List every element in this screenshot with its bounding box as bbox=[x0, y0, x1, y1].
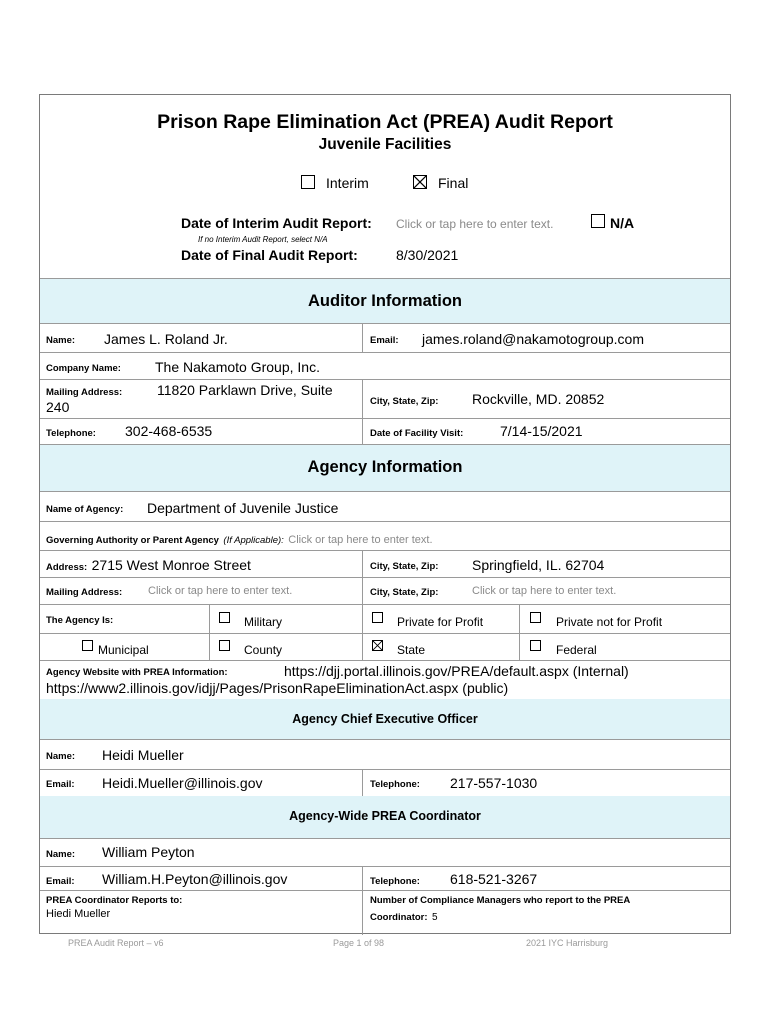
na-label: N/A bbox=[610, 215, 635, 231]
interim-label: Interim bbox=[326, 175, 369, 191]
private-for-profit-label: Private for Profit bbox=[397, 615, 484, 629]
auditor-telephone-label: Telephone: bbox=[46, 428, 96, 439]
coordinator-email[interactable]: William.H.Peyton@illinois.gov bbox=[102, 871, 288, 887]
coordinator-telephone-label: Telephone: bbox=[370, 876, 420, 887]
auditor-mailing-label: Mailing Address: bbox=[46, 387, 123, 398]
ceo-name[interactable]: Heidi Mueller bbox=[102, 747, 184, 763]
auditor-telephone[interactable]: 302-468-6535 bbox=[125, 423, 213, 439]
state-label: State bbox=[397, 643, 426, 657]
auditor-city-label: City, State, Zip: bbox=[370, 396, 439, 407]
footer-right: 2021 IYC Harrisburg bbox=[526, 938, 609, 948]
ceo-telephone[interactable]: 217-557-1030 bbox=[450, 775, 538, 791]
agency-name[interactable]: Department of Juvenile Justice bbox=[147, 500, 339, 516]
final-label: Final bbox=[438, 175, 469, 191]
municipal-label: Municipal bbox=[98, 643, 149, 657]
state-checkbox[interactable] bbox=[372, 640, 383, 651]
compliance-managers-label-cont: Coordinator: bbox=[370, 912, 428, 923]
ceo-email-label: Email: bbox=[46, 779, 75, 790]
coordinator-name-label: Name: bbox=[46, 849, 76, 860]
reports-to-label: PREA Coordinator Reports to: bbox=[46, 895, 183, 906]
checkmark-x-icon bbox=[414, 176, 426, 188]
agency-website-public[interactable]: https://www2.illinois.gov/idjj/Pages/PrisonRapeEliminationAct.aspx (public) bbox=[46, 680, 509, 696]
coordinator-email-label: Email: bbox=[46, 876, 75, 887]
coordinator-name[interactable]: William Peyton bbox=[102, 844, 195, 860]
auditor-name-label: Name: bbox=[46, 335, 76, 346]
date-final-label: Date of Final Audit Report: bbox=[181, 247, 358, 263]
footer-page-number: Page 1 of 98 bbox=[333, 938, 385, 948]
interim-checkbox[interactable] bbox=[301, 175, 315, 189]
private-not-for-profit-label: Private not for Profit bbox=[556, 615, 663, 629]
date-interim-label: Date of Interim Audit Report: bbox=[181, 215, 372, 231]
compliance-managers-label: Number of Compliance Managers who report to the PREA bbox=[370, 895, 631, 906]
audit-report-form bbox=[39, 94, 731, 934]
military-checkbox[interactable] bbox=[219, 612, 230, 623]
municipal-checkbox[interactable] bbox=[82, 640, 93, 651]
agency-is-label: The Agency Is: bbox=[46, 615, 114, 626]
auditor-mailing-line1[interactable]: 11820 Parklawn Drive, Suite bbox=[157, 382, 333, 398]
ceo-email[interactable]: Heidi.Mueller@illinois.gov bbox=[102, 775, 263, 791]
date-interim-field[interactable]: Click or tap here to enter text. bbox=[396, 217, 554, 231]
agency-website-internal[interactable]: https://djj.portal.illinois.gov/PREA/default.aspx (Internal) bbox=[284, 663, 629, 679]
facility-visit-label: Date of Facility Visit: bbox=[370, 428, 464, 439]
auditor-name[interactable]: James L. Roland Jr. bbox=[104, 331, 228, 347]
auditor-section-title: Auditor Information bbox=[308, 292, 462, 310]
agency-section-title: Agency Information bbox=[307, 458, 463, 476]
company-name-label: Company Name: bbox=[46, 363, 121, 374]
agency-name-label: Name of Agency: bbox=[46, 504, 124, 515]
ceo-section-title: Agency Chief Executive Officer bbox=[292, 712, 478, 726]
agency-website-label: Agency Website with PREA Information: bbox=[46, 667, 228, 678]
footer-left: PREA Audit Report – v6 bbox=[68, 938, 164, 948]
date-final-value[interactable]: 8/30/2021 bbox=[396, 247, 459, 263]
agency-address-label: Address: bbox=[46, 562, 88, 573]
checkmark-x-icon bbox=[373, 641, 382, 650]
agency-city-label: City, State, Zip: bbox=[370, 561, 439, 572]
na-checkbox[interactable] bbox=[591, 214, 605, 228]
compliance-managers-count[interactable]: 5 bbox=[431, 912, 438, 923]
county-label: County bbox=[244, 643, 283, 657]
facility-visit-date[interactable]: 7/14-15/2021 bbox=[500, 423, 583, 439]
private-not-for-profit-checkbox[interactable] bbox=[530, 612, 541, 623]
agency-mailing-city-field[interactable]: Click or tap here to enter text. bbox=[472, 585, 617, 597]
ceo-telephone-label: Telephone: bbox=[370, 779, 420, 790]
governing-authority-field[interactable]: Click or tap here to enter text. bbox=[288, 534, 433, 546]
agency-address-row bbox=[46, 557, 251, 575]
agency-mailing-label: Mailing Address: bbox=[46, 587, 123, 598]
agency-mailing-city-label: City, State, Zip: bbox=[370, 587, 439, 598]
date-interim-note: If no Interim Audit Report, select N/A bbox=[198, 235, 328, 244]
military-label: Military bbox=[244, 615, 282, 629]
report-subtitle: Juvenile Facilities bbox=[318, 136, 452, 153]
compliance-managers-row bbox=[370, 907, 438, 925]
county-checkbox[interactable] bbox=[219, 640, 230, 651]
auditor-email[interactable]: james.roland@nakamotogroup.com bbox=[422, 331, 644, 347]
ceo-name-label: Name: bbox=[46, 751, 76, 762]
governing-authority-row bbox=[46, 530, 433, 548]
auditor-city[interactable]: Rockville, MD. 20852 bbox=[472, 391, 605, 407]
governing-authority-label: Governing Authority or Parent Agency bbox=[46, 535, 219, 546]
final-checkbox[interactable] bbox=[413, 175, 427, 189]
coordinator-section-title: Agency-Wide PREA Coordinator bbox=[289, 809, 481, 823]
company-name[interactable]: The Nakamoto Group, Inc. bbox=[155, 359, 320, 375]
auditor-mailing-line2[interactable]: 240 bbox=[46, 399, 70, 415]
agency-mailing-field[interactable]: Click or tap here to enter text. bbox=[148, 585, 293, 597]
agency-address[interactable]: 2715 West Monroe Street bbox=[91, 557, 251, 573]
coordinator-telephone[interactable]: 618-521-3267 bbox=[450, 871, 538, 887]
report-title: Prison Rape Elimination Act (PREA) Audit Report bbox=[157, 111, 613, 133]
private-for-profit-checkbox[interactable] bbox=[372, 612, 383, 623]
auditor-email-label: Email: bbox=[370, 335, 399, 346]
agency-city[interactable]: Springfield, IL. 62704 bbox=[472, 557, 605, 573]
governing-authority-note: (If Applicable): bbox=[223, 535, 284, 546]
reports-to-value[interactable]: Hiedi Mueller bbox=[46, 908, 111, 920]
federal-label: Federal bbox=[556, 643, 597, 657]
federal-checkbox[interactable] bbox=[530, 640, 541, 651]
